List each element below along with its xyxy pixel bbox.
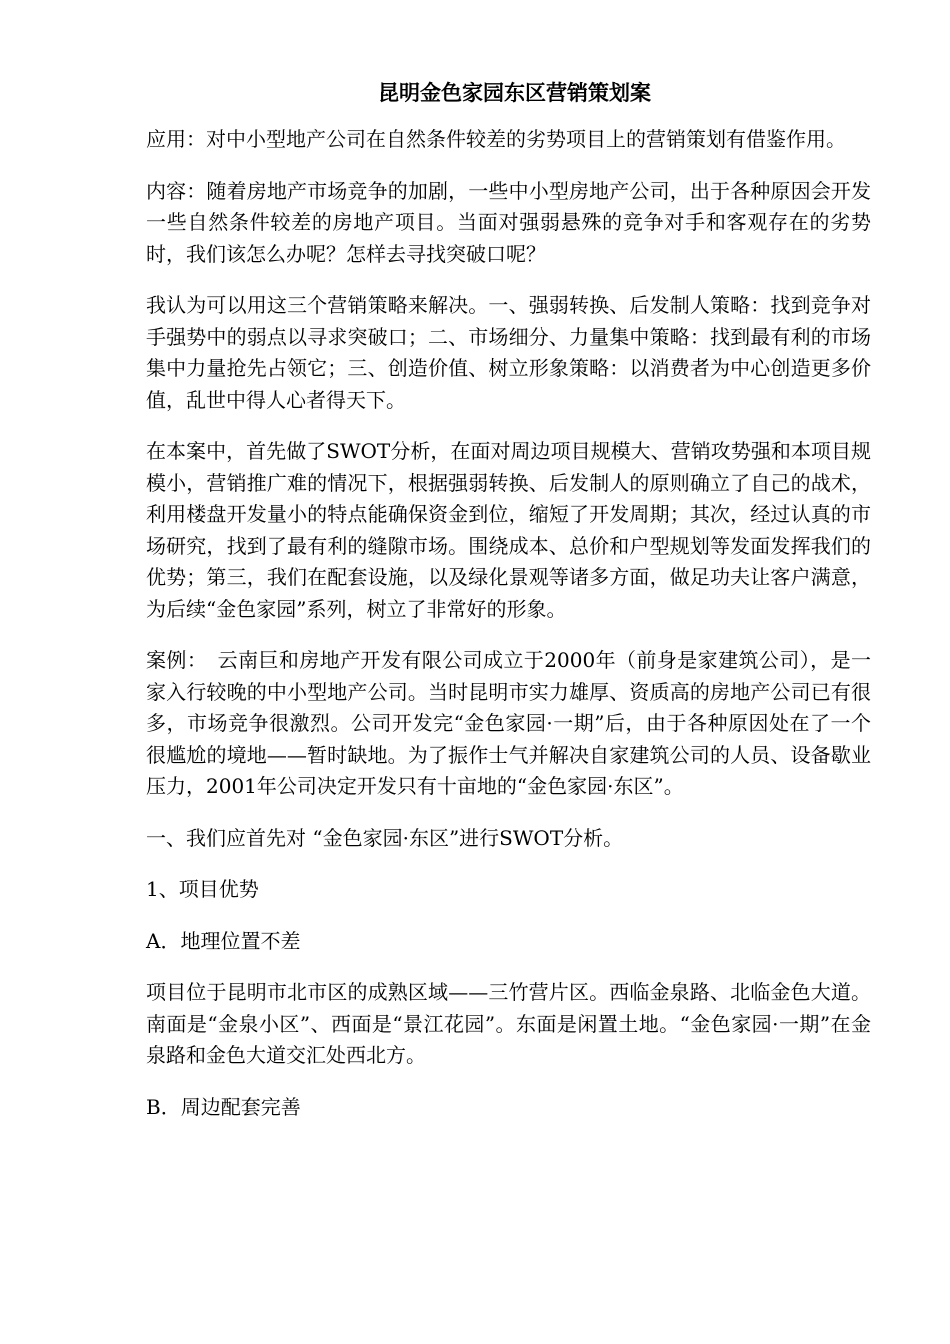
subheading-project-advantages: 1、项目优势: [146, 877, 259, 901]
paragraph-case: 案例： 云南巨和房地产开发有限公司成立于2000年（前身是家建筑公司），是一家入行较晚的中小型地产公司。当时昆明市实力雄厚、资质高的房地产公司已有很多，市场竞争很激烈。公司开发完“金色家园·一期”后，由于各种原因处在了一个很尴尬的境地——暂时缺地。为了振作士气并解决自家建筑公司的人员、设备歇业压力，2001年公司决定开发只有十亩地的“金色家园·东区”。: [146, 648, 871, 798]
document-page: [146, 74, 871, 1143]
subheading-location: A．地理位置不差: [146, 928, 301, 953]
paragraph-content: 内容：随着房地产市场竞争的加剧，一些中小型房地产公司，出于各种原因会开发一些自然条件较差的房地产项目。当面对强弱悬殊的竞争对手和客观存在的劣势时，我们该怎么办呢？怎样去寻找突破口呢？: [146, 178, 871, 266]
paragraph-location: 项目位于昆明市北市区的成熟区域——三竹营片区。西临金泉路、北临金色大道。南面是“金泉小区”、西面是“景江花园”。东面是闲置土地。“金色家园·一期”在金泉路和金色大道交汇处西北方。: [146, 980, 871, 1067]
subheading-facilities: B．周边配套完善: [146, 1094, 301, 1119]
paragraph-summary: 在本案中，首先做了SWOT分析，在面对周边项目规模大、营销攻势强和本项目规模小，营销推广难的情况下，根据强弱转换、后发制人的原则确立了自己的战术，利用楼盘开发量小的特点能确保资金到位，缩短了开发周期；其次，经过认真的市场研究，找到了最有利的缝隙市场。围绕成本、总价和户型规划等发面发挥我们的优势；第三，我们在配套设施，以及绿化景观等诸多方面，做足功夫让客户满意，为后续“金色家园”系列，树立了非常好的形象。: [146, 439, 871, 621]
document-title: 昆明金色家园东区营销策划案: [378, 81, 651, 105]
paragraph-application: 应用：对中小型地产公司在自然条件较差的劣势项目上的营销策划有借鉴作用。: [146, 127, 846, 151]
paragraph-strategies: 我认为可以用这三个营销策略来解决。一、强弱转换、后发制人策略：找到竞争对手强势中的弱点以寻求突破口；二、市场细分、力量集中策略：找到最有利的市场集中力量抢先占领它；三、创造价值、树立形象策略：以消费者为中心创造更多价值，乱世中得人心者得天下。: [146, 293, 871, 412]
section-heading-swot: 一、我们应首先对 “金色家园·东区”进行SWOT分析。: [146, 825, 624, 850]
